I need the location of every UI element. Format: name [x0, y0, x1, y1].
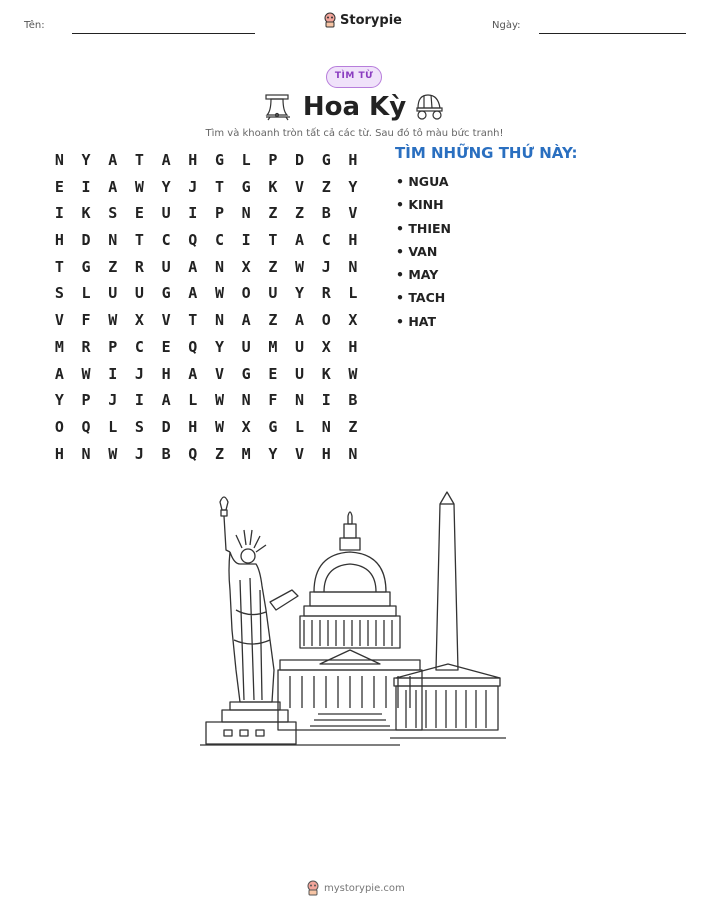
grid-letter[interactable]: N	[54, 151, 64, 169]
grid-letter[interactable]: J	[321, 257, 331, 276]
grid-letter[interactable]: W	[214, 391, 224, 410]
footer	[306, 880, 405, 896]
activity-tag: TÌM TỪ	[326, 66, 382, 88]
grid-letter[interactable]: A	[54, 364, 64, 383]
grid-letter[interactable]: A	[188, 364, 198, 383]
grid-letter[interactable]: U	[268, 284, 278, 303]
grid-letter[interactable]: Z	[108, 257, 118, 276]
grid-letter[interactable]: N	[321, 417, 331, 436]
grid-letter[interactable]: T	[268, 231, 278, 250]
name-line[interactable]	[72, 33, 255, 34]
grid-letter[interactable]: L	[295, 417, 305, 436]
grid-letter[interactable]: E	[134, 204, 144, 223]
grid-letter[interactable]: C	[161, 231, 171, 250]
grid-letter[interactable]: Y	[81, 151, 91, 169]
grid-letter[interactable]: A	[295, 231, 305, 250]
grid-letter[interactable]: U	[295, 337, 305, 356]
grid-row	[46, 307, 366, 334]
grid-letter[interactable]: N	[214, 311, 224, 330]
footer-url[interactable]: mystorypie.com	[324, 882, 405, 894]
date-label: Ngày:	[492, 20, 521, 31]
name-label: Tên:	[24, 20, 45, 31]
word-list-item: • HAT	[396, 313, 437, 329]
grid-letter[interactable]: G	[81, 257, 91, 276]
grid-row	[46, 227, 366, 254]
grid-letter[interactable]: W	[108, 311, 118, 330]
word-list-item: • NGUA	[396, 174, 449, 189]
brand-logo	[323, 12, 402, 28]
grid-letter[interactable]: A	[188, 257, 198, 276]
grid-letter[interactable]: P	[214, 204, 224, 223]
grid-row	[46, 200, 366, 227]
grid-letter[interactable]: Y	[161, 177, 171, 196]
grid-letter[interactable]: A	[241, 311, 251, 330]
grid-letter[interactable]: B	[321, 204, 331, 223]
grid-letter[interactable]: U	[134, 284, 144, 303]
grid-letter[interactable]: W	[348, 364, 358, 383]
grid-letter[interactable]: U	[295, 364, 305, 383]
grid-letter[interactable]: G	[241, 177, 251, 196]
grid-letter[interactable]: X	[321, 337, 331, 356]
grid-letter[interactable]: T	[54, 257, 64, 276]
grid-letter[interactable]: Q	[188, 337, 198, 356]
grid-row	[46, 414, 366, 441]
grid-letter[interactable]: B	[161, 444, 171, 463]
grid-letter[interactable]: Z	[268, 257, 278, 276]
grid-letter[interactable]: X	[241, 417, 251, 436]
grid-letter[interactable]: G	[268, 417, 278, 436]
grid-letter[interactable]: X	[134, 311, 144, 330]
grid-letter[interactable]: W	[134, 177, 144, 196]
grid-letter[interactable]: Y	[214, 337, 224, 356]
covered-wagon-icon	[413, 92, 447, 120]
grid-letter[interactable]: F	[81, 311, 91, 330]
grid-letter[interactable]: J	[188, 177, 198, 196]
grid-letter[interactable]: Z	[295, 204, 305, 223]
grid-letter[interactable]: N	[81, 444, 91, 463]
grid-row	[46, 387, 366, 414]
grid-letter[interactable]: N	[214, 257, 224, 276]
grid-row	[46, 441, 366, 468]
grid-letter[interactable]: I	[241, 231, 251, 250]
grid-letter[interactable]: G	[161, 284, 171, 303]
grid-letter[interactable]: K	[268, 177, 278, 196]
grid-letter[interactable]: Y	[295, 284, 305, 303]
grid-letter[interactable]: Q	[81, 417, 91, 436]
grid-letter[interactable]: D	[295, 151, 305, 169]
grid-letter[interactable]: O	[54, 417, 64, 436]
grid-letter[interactable]: A	[188, 284, 198, 303]
grid-letter[interactable]: A	[108, 177, 118, 196]
grid-letter[interactable]: J	[108, 391, 118, 410]
date-line[interactable]	[539, 33, 686, 34]
grid-letter[interactable]: Z	[268, 311, 278, 330]
grid-letter[interactable]: N	[348, 257, 358, 276]
grid-letter[interactable]: E	[54, 177, 64, 196]
grid-letter[interactable]: K	[321, 364, 331, 383]
grid-letter[interactable]: P	[268, 151, 278, 169]
grid-letter[interactable]: C	[214, 231, 224, 250]
grid-row	[46, 147, 366, 174]
word-list-item: • THIEN	[396, 220, 451, 236]
grid-letter[interactable]: T	[188, 311, 198, 330]
grid-letter[interactable]: L	[348, 284, 358, 303]
grid-letter[interactable]: H	[348, 231, 358, 250]
grid-letter[interactable]: N	[348, 444, 358, 463]
grid-row	[46, 361, 366, 388]
grid-letter[interactable]: W	[295, 257, 305, 276]
grid-letter[interactable]: Q	[188, 231, 198, 250]
grid-letter[interactable]: U	[241, 337, 251, 356]
grid-letter[interactable]: N	[241, 391, 251, 410]
grid-letter[interactable]: U	[108, 284, 118, 303]
grid-letter[interactable]: J	[134, 444, 144, 463]
instructions: Tìm và khoanh tròn tất cả các từ. Sau đó tô màu bức tranh!	[205, 128, 504, 139]
grid-letter[interactable]: H	[348, 337, 358, 356]
grid-letter[interactable]: Q	[188, 444, 198, 463]
grid-letter[interactable]: M	[268, 337, 278, 356]
grid-letter[interactable]: G	[241, 364, 251, 383]
grid-row	[46, 280, 366, 307]
grid-letter[interactable]: R	[81, 337, 91, 356]
grid-letter[interactable]: D	[161, 417, 171, 436]
grid-letter[interactable]: K	[81, 204, 91, 223]
grid-letter[interactable]: A	[108, 151, 118, 169]
brand-name: Storypie	[340, 12, 402, 28]
grid-letter[interactable]: R	[134, 257, 144, 276]
grid-letter[interactable]: V	[214, 364, 224, 383]
grid-letter[interactable]: S	[134, 417, 144, 436]
grid-letter[interactable]: T	[134, 151, 144, 169]
grid-letter[interactable]: S	[108, 204, 118, 223]
grid-letter[interactable]: S	[54, 284, 64, 303]
grid-letter[interactable]: P	[108, 337, 118, 356]
word-list-item: • MAY	[396, 267, 439, 283]
grid-letter[interactable]: C	[134, 337, 144, 356]
word-list	[396, 170, 451, 333]
grid-letter[interactable]: L	[188, 391, 198, 410]
grid-letter[interactable]: U	[161, 204, 171, 223]
capitol-building-icon	[278, 512, 422, 730]
word-list-title: TÌM NHỮNG THỨ NÀY:	[395, 144, 578, 162]
grid-letter[interactable]: I	[188, 204, 198, 223]
grid-letter[interactable]: L	[108, 417, 118, 436]
grid-letter[interactable]: L	[81, 284, 91, 303]
grid-letter[interactable]: I	[134, 391, 144, 410]
grid-letter[interactable]: G	[214, 151, 224, 169]
grid-letter[interactable]: Y	[348, 177, 358, 196]
grid-letter[interactable]: A	[295, 311, 305, 330]
grid-letter[interactable]: A	[161, 391, 171, 410]
grid-letter[interactable]: H	[54, 444, 64, 463]
word-list-item: • KINH	[396, 197, 444, 213]
grid-letter[interactable]: P	[81, 391, 91, 410]
grid-letter[interactable]: G	[321, 151, 331, 169]
grid-letter[interactable]: H	[161, 364, 171, 383]
grid-letter[interactable]: N	[241, 204, 251, 223]
page-title: Hoa Kỳ	[302, 92, 407, 122]
grid-letter[interactable]: R	[321, 284, 331, 303]
grid-row	[46, 174, 366, 201]
word-list-item: • VAN	[396, 243, 438, 259]
storypie-logo-icon	[306, 880, 320, 896]
grid-letter[interactable]: W	[214, 417, 224, 436]
grid-letter[interactable]: N	[108, 231, 118, 250]
grid-letter[interactable]: V	[161, 311, 171, 330]
word-list-item: • TACH	[396, 290, 446, 306]
grid-letter[interactable]: X	[241, 257, 251, 276]
grid-letter[interactable]: H	[54, 231, 64, 250]
grid-letter[interactable]: X	[348, 311, 358, 330]
grid-letter[interactable]: V	[295, 444, 305, 463]
grid-letter[interactable]: I	[321, 391, 331, 410]
memorial-building-icon	[390, 664, 506, 738]
grid-letter[interactable]: Z	[348, 417, 358, 436]
grid-letter[interactable]: M	[54, 337, 64, 356]
grid-letter[interactable]: B	[348, 391, 358, 410]
grid-letter[interactable]: F	[268, 391, 278, 410]
grid-letter[interactable]: Y	[54, 391, 64, 410]
grid-letter[interactable]: V	[348, 204, 358, 223]
grid-letter[interactable]: O	[321, 311, 331, 330]
grid-letter[interactable]: H	[188, 417, 198, 436]
word-search-grid[interactable]	[46, 147, 366, 467]
grid-letter[interactable]: V	[54, 311, 64, 330]
grid-letter[interactable]: H	[188, 151, 198, 169]
grid-letter[interactable]: E	[161, 337, 171, 356]
grid-letter[interactable]: I	[54, 204, 64, 223]
grid-letter[interactable]: T	[134, 231, 144, 250]
grid-letter[interactable]: O	[241, 284, 251, 303]
grid-letter[interactable]: U	[161, 257, 171, 276]
grid-row	[46, 334, 366, 361]
grid-letter[interactable]: Z	[214, 444, 224, 463]
grid-letter[interactable]: D	[81, 231, 91, 250]
grid-letter[interactable]: I	[108, 364, 118, 383]
grid-letter[interactable]: H	[348, 151, 358, 169]
storypie-logo-icon	[323, 12, 337, 28]
grid-letter[interactable]: W	[108, 444, 118, 463]
grid-letter[interactable]: Y	[268, 444, 278, 463]
grid-letter[interactable]: L	[241, 151, 251, 169]
grid-letter[interactable]: Z	[321, 177, 331, 196]
grid-letter[interactable]: V	[295, 177, 305, 196]
washington-monument-icon	[436, 492, 458, 670]
grid-letter[interactable]: I	[81, 177, 91, 196]
grid-letter[interactable]: W	[214, 284, 224, 303]
grid-letter[interactable]: E	[268, 364, 278, 383]
grid-row	[46, 254, 366, 281]
grid-letter[interactable]: T	[214, 177, 224, 196]
grid-letter[interactable]: Z	[268, 204, 278, 223]
grid-letter[interactable]: M	[241, 444, 251, 463]
grid-letter[interactable]: J	[134, 364, 144, 383]
grid-letter[interactable]: N	[295, 391, 305, 410]
grid-letter[interactable]: W	[81, 364, 91, 383]
grid-letter[interactable]: C	[321, 231, 331, 250]
statue-of-liberty-icon	[206, 497, 298, 744]
grid-letter[interactable]: H	[321, 444, 331, 463]
grid-letter[interactable]: A	[161, 151, 171, 169]
washington-landmarks-illustration	[200, 490, 510, 750]
